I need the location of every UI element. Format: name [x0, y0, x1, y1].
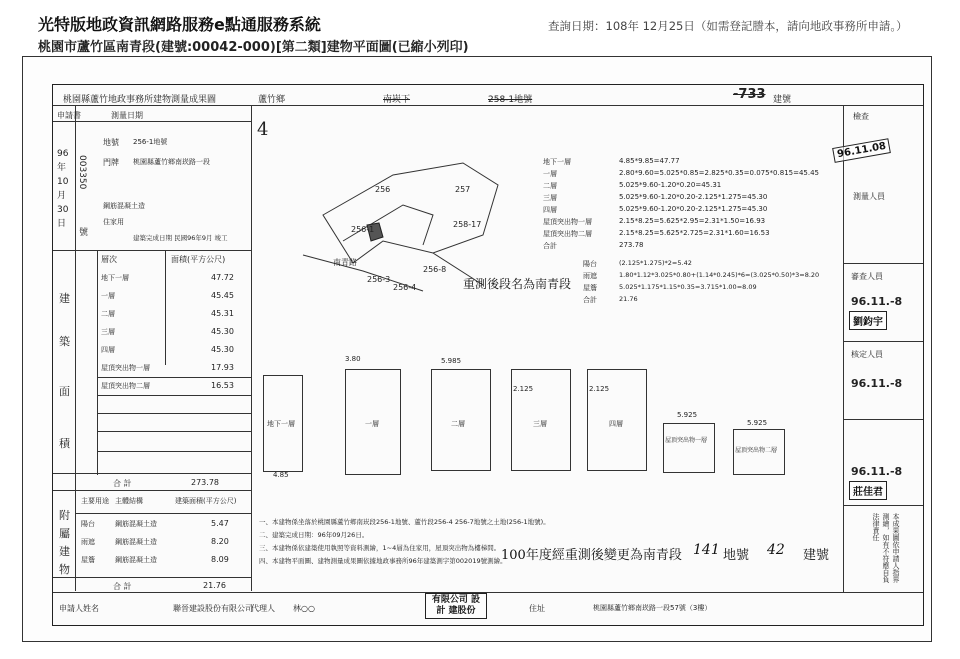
area-total: 273.78	[191, 478, 219, 487]
annex-col2: 主體結構	[115, 497, 143, 505]
form-rule	[97, 431, 251, 432]
lot-256-3: 256-3	[367, 275, 391, 284]
annex-label-1: 附	[59, 509, 70, 522]
floor-plan-4f-label: 四層	[609, 420, 623, 428]
floor-plan-roof1-dim: 5.925	[677, 411, 698, 419]
area-row-value: 16.53	[211, 381, 234, 390]
right-col-divider	[843, 105, 844, 592]
site-plan-note: 重測後段名為南青段	[463, 277, 572, 291]
area-table-header: 層次	[101, 255, 117, 264]
surveyor-label: 測量人員	[853, 192, 885, 201]
doc-suffix: 號	[79, 228, 89, 238]
form-rule	[53, 592, 923, 593]
left-col-inner-rule	[75, 105, 76, 591]
calc-row-floor: 二層	[543, 182, 557, 190]
area-row-name: 一層	[101, 292, 115, 300]
annex-calc-expr: 5.025*1.175*1.15*0.35=3.715*1.00=8.09	[619, 283, 757, 291]
form-rule	[53, 473, 251, 474]
calc-row-floor: 合計	[543, 242, 557, 250]
annex-calc-expr: (2.125*1.275)*2=5.42	[619, 259, 692, 267]
calc-row-expr: 5.025*9.60-1.20*0.20-2.125*1.275=45.30	[619, 193, 768, 201]
agent-value: 林○○	[293, 604, 315, 613]
date-a: 96.11.-8	[851, 295, 903, 308]
floor-plan-roof1	[663, 423, 715, 473]
area-row-value: 17.93	[211, 363, 234, 372]
building-no-label: 建號	[773, 95, 792, 105]
annex-total: 21.76	[203, 581, 226, 590]
area-row-name: 屋頂突出物一層	[101, 364, 150, 372]
calc-row-floor: 屋頂突出物一層	[543, 218, 592, 226]
annex-row-use: 雨遮	[81, 538, 95, 546]
calc-row-expr: 5.025*9.60-1.20*0.20-2.125*1.275=45.30	[619, 205, 768, 213]
annex-row-area: 8.20	[211, 537, 229, 546]
annex-label-2: 屬	[59, 527, 70, 540]
area-row-name: 地下一層	[101, 274, 129, 282]
office-title: 桃園縣蘆竹地政事務所建物測量成果圖	[63, 95, 217, 105]
handwritten-note: 100年度經重測後變更為南青段	[501, 548, 682, 563]
note-line: 一、本建物係坐落於桃園縣蘆竹鄉南崁段256-1地號、蘆竹段256-4 256-7地號之土地(256-1地號)。	[259, 518, 550, 526]
form-rule	[97, 395, 251, 396]
floor-plan-1f-dim: 3.80	[345, 355, 361, 363]
area-row-value: 45.45	[211, 291, 234, 300]
annex-calc-floor: 合計	[583, 296, 597, 304]
form-rule	[53, 121, 251, 122]
form-rule	[97, 413, 251, 414]
date-stamp-1: 96.11.08	[832, 138, 891, 163]
applicant-name-label: 申請人姓名	[59, 604, 99, 613]
form-rule	[53, 577, 251, 578]
reviewer-label: 審查人員	[851, 272, 883, 281]
area-row-name: 二層	[101, 310, 115, 318]
area-side-label-3: 面	[59, 385, 70, 398]
lot-label: 地號	[103, 138, 119, 147]
calc-row-expr: 273.78	[619, 241, 644, 249]
header-rule	[53, 105, 923, 106]
annex-row-use: 陽台	[81, 520, 95, 528]
annex-col3: 建築面積(平方公尺)	[175, 497, 237, 505]
annex-calc-expr: 1.80*1.12*3.025*0.80+(1.14*0.245)*6=(3.025*0.50)*3=8.20	[619, 271, 820, 279]
date-month: 10	[57, 177, 69, 187]
floor-plan-1f-label: 一層	[365, 420, 379, 428]
page-title: 光特版地政資訊網路服務e點通服務系統	[38, 15, 321, 34]
floor-plan-roof1-label: 屋頂突出物一層	[665, 437, 708, 444]
floor-plan-2f-label: 二層	[451, 420, 465, 428]
calc-row-floor: 一層	[543, 170, 557, 178]
date-year-unit: 年	[57, 163, 67, 173]
sheet-number-mark: 4	[257, 119, 269, 140]
date-month-unit: 月	[57, 191, 67, 201]
agent-label: 代理人	[251, 604, 275, 613]
annex-row-area: 5.47	[211, 519, 229, 528]
annex-calc-floor: 雨遮	[583, 272, 597, 280]
verifier-label: 核定人員	[851, 350, 883, 359]
address-footer-label: 住址	[529, 604, 545, 613]
calc-row-floor: 三層	[543, 194, 557, 202]
annex-label-4: 物	[59, 563, 70, 576]
form-rule	[75, 513, 251, 514]
area-row-name: 屋頂突出物二層	[101, 382, 150, 390]
lot-value: 256-1地號	[133, 138, 168, 146]
applicant-name-value: 聯晉建設股份有限公司	[173, 604, 253, 613]
address-label: 門牌	[103, 158, 119, 167]
township: 蘆竹鄉	[258, 95, 286, 105]
note-line: 四、本建物平面圖、建物測量成果圖依據地政事務所96年建築測字第002019號測繪。	[259, 557, 507, 565]
form-rule	[53, 490, 251, 491]
annex-label-3: 建	[59, 545, 70, 558]
date-day: 30	[57, 205, 69, 215]
use: 住家用	[103, 218, 124, 226]
area-row-value: 47.72	[211, 273, 234, 282]
page-subtitle: 桃園市蘆竹區南青段(建號:00042-000)[第二類]建物平面圖(已縮小列印)	[38, 40, 469, 55]
annex-row-structure: 鋼筋混凝土造	[115, 520, 157, 528]
floor-plan-b1-label: 地下一層	[267, 420, 295, 428]
floor-plan-2f-dim: 5.985	[441, 357, 462, 365]
lot-struck: 258-1地號	[488, 95, 533, 105]
date-lines	[57, 147, 71, 231]
annex-row-structure: 鋼筋混凝土造	[115, 538, 157, 546]
form-rule	[97, 250, 98, 475]
lot-256-8: 256-8	[423, 265, 447, 274]
building-survey-form	[52, 84, 924, 626]
annex-row-use: 屋簷	[81, 556, 95, 564]
floor-plan-roof2-dim: 5.925	[747, 419, 768, 427]
handwritten-lot-label: 地號	[723, 548, 750, 563]
calc-row-expr: 4.85*9.85=47.77	[619, 157, 680, 165]
area-row-value: 45.30	[211, 345, 234, 354]
calc-row-expr: 2.15*8.25=5.625*2.725=2.31*1.60=16.53	[619, 229, 770, 237]
area-row-name: 三層	[101, 328, 115, 336]
road-label: 南青路	[333, 258, 357, 267]
handwritten-lot: 141	[693, 542, 720, 558]
section-struck: 南崁下	[383, 95, 411, 105]
annex-calc-floor: 屋簷	[583, 284, 597, 292]
form-rule	[97, 377, 251, 378]
lot-258-17: 258-17	[453, 220, 482, 229]
checker-label: 檢查	[853, 112, 869, 121]
site-plan-sketch	[283, 145, 543, 295]
form-rule	[97, 451, 251, 452]
structure: 鋼筋混凝土造	[103, 202, 145, 210]
floor-plan-b1-dim: 4.85	[273, 471, 289, 479]
survey-date-label: 測量日期	[111, 111, 143, 120]
note-line: 三、本建物係依建築使用執照等資料測繪，1~4層為住家用，屋頂突出物為樓梯間。	[259, 544, 501, 552]
name-stamp-a: 劉鈞宇	[849, 311, 887, 330]
calc-row-floor: 地下一層	[543, 158, 571, 166]
date-year: 96	[57, 149, 69, 159]
annex-col1: 主要用途	[81, 497, 109, 505]
floor-plan-roof2-label: 屋頂突出物二層	[735, 447, 778, 454]
form-rule	[843, 263, 923, 264]
address-footer-value: 桃園縣蘆竹鄉南崁路一段57號（3樓）	[593, 604, 712, 612]
floor-plan-4f-dim: 2.125	[589, 385, 610, 393]
floor-plan-3f-label: 三層	[533, 420, 547, 428]
area-side-label-1: 建	[59, 292, 70, 305]
area-table-unit: 面積(平方公尺)	[171, 255, 226, 264]
calc-row-floor: 屋頂突出物二層	[543, 230, 592, 238]
area-row-value: 45.31	[211, 309, 234, 318]
calc-row-floor: 四層	[543, 206, 557, 214]
lot-256-4: 256-4	[393, 283, 417, 292]
annex-calc-expr: 21.76	[619, 295, 638, 303]
lot-257: 257	[455, 185, 471, 194]
left-col-divider	[251, 105, 252, 591]
form-rule	[843, 505, 923, 506]
area-row-value: 45.30	[211, 327, 234, 336]
name-stamp-b: 莊佳君	[849, 481, 887, 500]
note-line: 二、建築完成日期：96年09月26日。	[259, 531, 369, 539]
annex-row-structure: 鋼筋混凝土造	[115, 556, 157, 564]
lot-256: 256	[375, 185, 391, 194]
doc-no: 003350	[77, 155, 87, 190]
area-side-label-2: 築	[59, 335, 70, 348]
calc-row-expr: 2.15*8.25=5.625*2.95=2.31*1.50=16.93	[619, 217, 766, 225]
annex-row-area: 8.09	[211, 555, 229, 564]
calc-row-expr: 2.80*9.60=5.025*0.85=2.825*0.35=0.075*0.815=45.45	[619, 169, 820, 177]
date-c: 96.11.-8	[851, 465, 903, 478]
date-b: 96.11.-8	[851, 377, 903, 390]
floor-plan-3f-dim: 2.125	[513, 385, 534, 393]
form-rule	[843, 341, 923, 342]
annex-total-label: 合 計	[113, 582, 132, 591]
area-row-name: 四層	[101, 346, 115, 354]
form-rule	[843, 419, 923, 420]
building-no-struck: -733	[733, 87, 766, 102]
handwritten-bldg-label: 建號	[803, 548, 830, 563]
date-day-unit: 日	[57, 219, 67, 229]
lot-256-1: 256-1	[351, 225, 375, 234]
floors: 建築完成日期 民國96年9月 竣工	[133, 234, 228, 242]
company-seal: 有限公司 設計 建股份	[425, 593, 487, 619]
right-notice: 本成果圖依申請人指界測繪，如有不符應自負法律責任	[872, 513, 900, 583]
query-date: 查詢日期：108年 12月25日（如需登記謄本，請向地政事務所申請。）	[548, 19, 908, 33]
form-rule	[53, 250, 251, 251]
applicant-label: 申請書	[57, 111, 81, 120]
address-value: 桃園縣蘆竹鄉南崁路一段	[133, 158, 210, 166]
area-total-label: 合 計	[113, 479, 132, 488]
form-rule	[165, 250, 166, 365]
area-side-label-4: 積	[59, 437, 70, 450]
annex-calc-floor: 陽台	[583, 260, 597, 268]
calc-row-expr: 5.025*9.60-1.20*0.20=45.31	[619, 181, 722, 189]
handwritten-bldg: 42	[767, 542, 785, 558]
